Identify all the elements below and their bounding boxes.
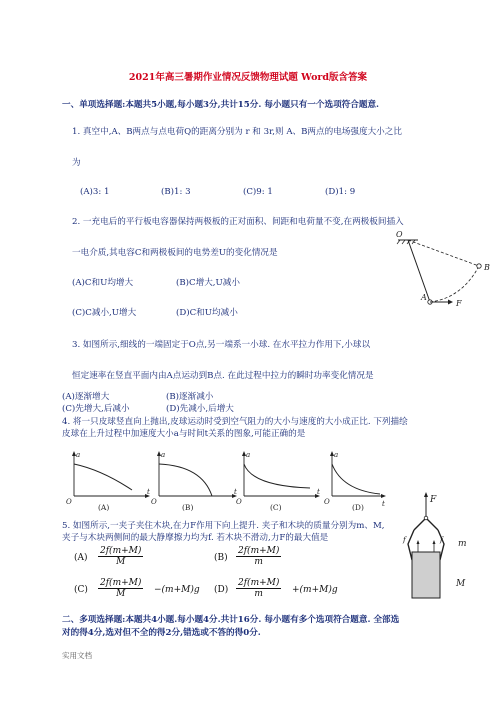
q5-option-b-denominator: m bbox=[254, 557, 263, 567]
page-title: 2021年高三暑期作业情况反馈物理试题 Word版含答案 bbox=[128, 72, 368, 83]
q1-text-line2: 为 bbox=[72, 158, 81, 168]
q5-option-c-label: (C) bbox=[74, 585, 88, 595]
q4-c-origin: O bbox=[236, 498, 242, 506]
q4-text-line1: 4. 将一只皮球竖直向上抛出,皮球运动时受到空气阻力的大小与速度的大小成正比. 下列描绘 bbox=[62, 417, 408, 427]
q4-b-axis-x: t bbox=[234, 488, 237, 496]
q4-a-label: (A) bbox=[98, 503, 110, 512]
q5-label-M: M bbox=[456, 579, 466, 589]
q3-label-b: B bbox=[484, 263, 490, 272]
q4-b-label: (B) bbox=[182, 503, 194, 512]
q5-text-line1: 5. 如图所示,一夹子夹住木块,在力F作用下向上提升. 夹子和木块的质量分别为m、M, bbox=[62, 521, 385, 531]
q5-option-d-fraction bbox=[236, 578, 281, 599]
q3-label-f: F bbox=[456, 299, 462, 308]
q3-option-c: (C)先增大,后减小 bbox=[62, 404, 130, 414]
q3-option-d: (D)先减小,后增大 bbox=[166, 404, 234, 414]
section2-heading-line1: 二、多项选择题:本题共4小题.每小题4分.共计16分. 每小题有多个选项符合题意. 全部选 bbox=[62, 615, 400, 625]
page-footer: 实用文档 bbox=[62, 651, 92, 660]
q5-label-m: m bbox=[458, 539, 467, 549]
q3-text-line1: 3. 如图所示,细线的一端固定于O点,另一端系一小球. 在水平拉力作用下,小球以 bbox=[72, 340, 371, 350]
q2-option-c: (C)C减小,U增大 bbox=[72, 308, 137, 318]
q4-d-origin: O bbox=[324, 498, 330, 506]
section1-heading: 一、单项选择题:本题共5小题,每小题3分,共计15分. 每小题只有一个选项符合题意. bbox=[62, 100, 380, 110]
q4-graph-a bbox=[66, 451, 150, 512]
q2-option-b: (B)C增大,U减小 bbox=[176, 278, 240, 288]
q4-c-axis-x: t bbox=[317, 488, 320, 496]
q4-text-line2: 皮球在上升过程中加速度大小a与时间t关系的图象,可能正确的是 bbox=[62, 429, 306, 439]
q5-option-c-denominator: M bbox=[116, 589, 126, 599]
q1-option-c: (C)9: 1 bbox=[243, 187, 273, 197]
q4-c-axis-y: a bbox=[246, 451, 251, 459]
q3-option-b: (B)逐渐减小 bbox=[166, 392, 214, 402]
q4-a-origin: O bbox=[66, 498, 72, 506]
q4-b-axis-y: a bbox=[161, 451, 166, 459]
q4-c-label: (C) bbox=[270, 503, 282, 512]
q4-d-axis-y: a bbox=[334, 451, 339, 459]
q5-option-d-label: (D) bbox=[214, 585, 229, 595]
q4-graphs bbox=[62, 450, 392, 516]
q2-option-d: (D)C和U均减小 bbox=[176, 308, 238, 318]
q4-b-origin: O bbox=[151, 498, 157, 506]
q1-option-b: (B)1: 3 bbox=[161, 187, 191, 197]
q4-d-label: (D) bbox=[352, 503, 364, 512]
q5-option-b-fraction bbox=[236, 546, 281, 567]
q3-text-line2: 恒定速率在竖直平面内由A点运动到B点. 在此过程中拉力的瞬时功率变化情况是 bbox=[72, 371, 374, 381]
q3-option-a: (A)逐渐增大 bbox=[62, 392, 110, 402]
q5-option-a-fraction bbox=[98, 546, 143, 567]
q5-option-b-label: (B) bbox=[214, 553, 228, 563]
q4-a-axis-y: a bbox=[76, 451, 81, 459]
q2-text-line2: 一电介质,其电容C和两极板间的电势差U的变化情况是 bbox=[72, 248, 278, 258]
q4-a-axis-x: t bbox=[147, 488, 150, 496]
q5-text-line2: 夹子与木块两侧间的最大静摩擦力均为f. 若木块不滑动,力F的最大值是 bbox=[62, 533, 329, 543]
q2-option-a: (A)C和U均增大 bbox=[72, 278, 134, 288]
q5-label-f-force: F bbox=[430, 495, 437, 505]
q3-label-a: A bbox=[421, 293, 427, 302]
q5-label-f-right: f bbox=[440, 535, 443, 544]
q4-d-axis-x: t bbox=[382, 500, 385, 508]
q5-option-b-numerator: 2f(m+M) bbox=[238, 546, 280, 556]
q5-option-d-denominator: m bbox=[254, 589, 263, 599]
q5-option-c-numerator: 2f(m+M) bbox=[100, 578, 142, 588]
q3-label-o: O bbox=[396, 230, 403, 239]
q1-option-a: (A)3: 1 bbox=[80, 187, 110, 197]
q1-text-line1: 1. 真空中,A、B两点与点电荷Q的距离分别为 r 和 3r,则 A、B两点的电场强度大小之比 bbox=[72, 127, 402, 137]
q5-option-c-tail: −(m+M)g bbox=[154, 585, 200, 595]
section2-heading-line2: 对的得4分,选对但不全的得2分,错选或不答的得0分. bbox=[62, 628, 261, 638]
q3-pendulum-figure bbox=[392, 228, 496, 318]
q5-option-a-label: (A) bbox=[74, 553, 88, 563]
q5-label-f-left: f bbox=[403, 535, 406, 544]
q5-clamp-figure bbox=[396, 490, 496, 602]
q1-option-d: (D)1: 9 bbox=[325, 187, 356, 197]
q5-option-d-tail: +(m+M)g bbox=[292, 585, 338, 595]
q4-graph-d bbox=[324, 451, 386, 512]
q5-option-d-numerator: 2f(m+M) bbox=[238, 578, 280, 588]
q4-graph-c bbox=[236, 451, 320, 512]
q5-option-a-numerator: 2f(m+M) bbox=[100, 546, 142, 556]
q5-option-a-denominator: M bbox=[116, 557, 126, 567]
q2-text-line1: 2. 一充电后的平行板电容器保持两极板的正对面积、间距和电荷量不变,在两极板间插入 bbox=[72, 217, 404, 227]
q5-option-c-fraction bbox=[98, 578, 143, 599]
q4-graph-b bbox=[151, 451, 237, 512]
